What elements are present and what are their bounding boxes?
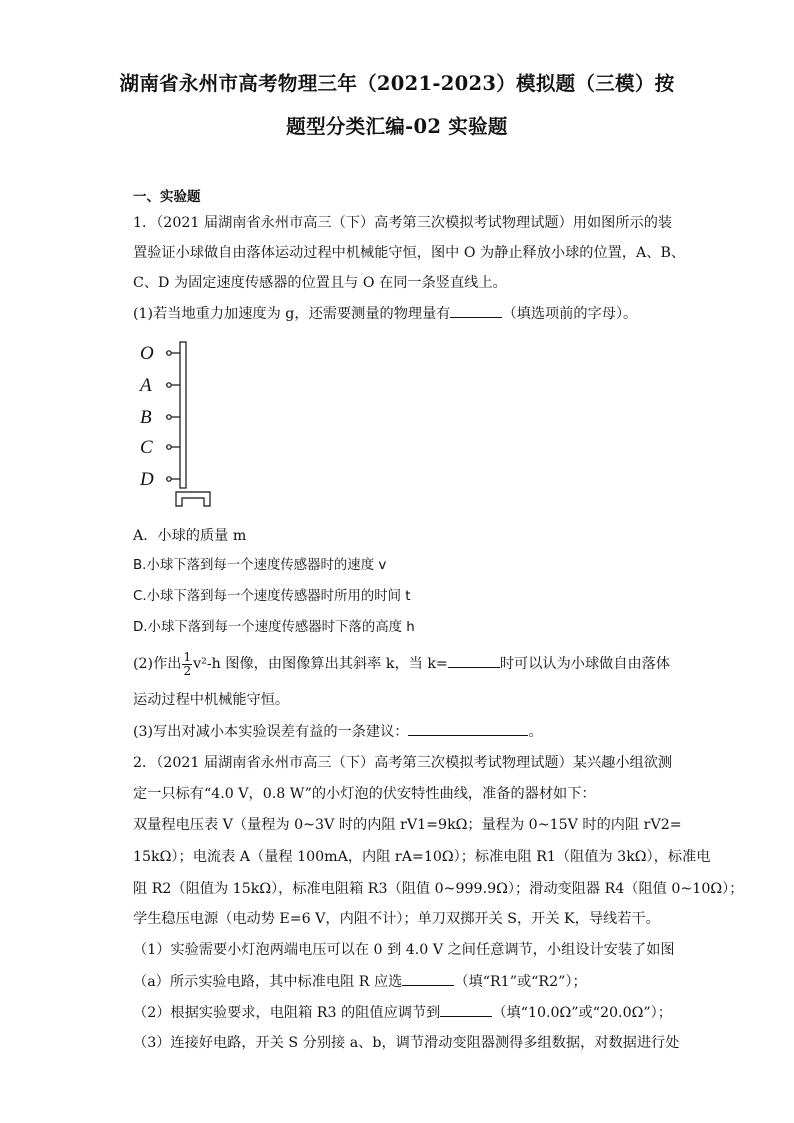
- q2-sub1-text: （a）所示实验电路，其中标准电阻 R 应选: [133, 974, 403, 990]
- q1-part2-tail: 时可以认为小球做自由落体: [499, 656, 671, 672]
- q2-stem-line3: 双量程电压表 V（量程为 0~3V 时的内阻 rV1=9kΩ；量程为 0~15V 时的内阻 rV2=: [133, 817, 682, 833]
- q1-part2: [133, 650, 670, 678]
- fig-label-c: C: [140, 437, 153, 458]
- fig-label-b: B: [140, 407, 152, 428]
- q1-option-a: A．小球的质量 m: [133, 528, 247, 544]
- sensor-c-icon: [167, 445, 171, 449]
- q1-part2-blank[interactable]: [448, 653, 500, 668]
- fraction-denominator: 2: [183, 663, 192, 678]
- fig-label-a: A: [140, 375, 152, 396]
- half-fraction: [182, 651, 192, 678]
- page-title-line2: 题型分类汇编-02 实验题: [286, 115, 508, 138]
- q2-sub2: [133, 1002, 672, 1023]
- q1-part3-text: (3)写出对减小本实验误差有益的一条建议：: [133, 724, 409, 740]
- q1-part2-pre: (2)作出: [133, 656, 182, 672]
- q2-sub2-text: （2）根据实验要求，电阻箱 R3 的阻值应调节到: [133, 1005, 441, 1021]
- q1-part1-text: (1)若当地重力加速度为 g，还需要测量的物理量有: [133, 306, 451, 322]
- q2-stem-line5: 阻 R2（阻值为 15kΩ），标准电阻箱 R3（阻值 0~999.9Ω）；滑动变阻器 R4（阻值 0~10Ω）；: [133, 881, 744, 897]
- fraction-numerator: 1: [183, 649, 192, 664]
- q1-part2-line2: 运动过程中机械能守恒。: [133, 692, 290, 708]
- q1-option-c: C.小球下落到每一个速度传感器时所用的时间 t: [133, 589, 411, 604]
- q2-sub1-line2: [133, 971, 587, 992]
- q1-part3-tail: 。: [528, 724, 543, 740]
- q1-stem-line1: 1．（2021 届湖南省永州市高三（下）高考第三次模拟考试物理试题）用如图所示的装: [133, 215, 673, 231]
- q1-part3: [133, 721, 543, 742]
- apparatus-figure: [136, 336, 226, 512]
- sensor-a-icon: [167, 383, 171, 387]
- vertical-rod: [180, 342, 186, 488]
- fig-label-o: O: [140, 343, 154, 364]
- fig-label-d: D: [140, 469, 154, 490]
- q2-stem-line6: 学生稳压电源（电动势 E=6 V，内阻不计）；单刀双掷开关 S，开关 K，导线若干。: [133, 911, 660, 927]
- q1-part1-blank[interactable]: [450, 303, 502, 318]
- q2-sub2-tail: （填“10.0Ω”或“20.0Ω”）；: [492, 1005, 672, 1021]
- sensor-b-icon: [167, 415, 171, 419]
- q2-sub1-line1: （1）实验需要小灯泡两端电压可以在 0 到 4.0 V 之间任意调节，小组设计安装了如图: [133, 942, 675, 958]
- q2-stem-line2: 定一只标有“4.0 V，0.8 W”的小灯泡的伏安特性曲线，准备的器材如下：: [133, 786, 596, 802]
- q2-stem-line1: 2．（2021 届湖南省永州市高三（下）高考第三次模拟考试物理试题）某兴趣小组欲测: [133, 755, 673, 771]
- q1-part3-blank[interactable]: [408, 721, 528, 736]
- section-heading: 一、实验题: [133, 189, 201, 205]
- q1-option-b: B.小球下落到每一个速度传感器时的速度 v: [133, 558, 387, 573]
- page-title-line1: 湖南省永州市高考物理三年（2021-2023）模拟题（三模）按: [119, 72, 675, 95]
- q1-stem-line2: 置验证小球做自由落体运动过程中机械能守恒，图中 O 为静止释放小球的位置，A、B、: [133, 245, 686, 261]
- sensor-o-icon: [167, 351, 171, 355]
- q2-stem-line4: 15kΩ）；电流表 A（量程 100mA，内阻 rA=10Ω）；标准电阻 R1（阻值为 3kΩ），标准电: [133, 849, 711, 865]
- q2-sub1-blank[interactable]: [402, 971, 454, 986]
- sensor-d-icon: [167, 477, 171, 481]
- q1-part1-tail: （填选项前的字母）。: [502, 306, 638, 322]
- q1-part1: [133, 303, 637, 324]
- q2-sub1-tail: （填“R1”或“R2”）；: [454, 974, 587, 990]
- q1-part2-mid: v²-h 图像，由图像算出其斜率 k，当 k=: [193, 656, 448, 672]
- q1-stem-line3: C、D 为固定速度传感器的位置且与 O 在同一条竖直线上。: [133, 275, 507, 291]
- q2-sub3: （3）连接好电路，开关 S 分别接 a、b，调节滑动变阻器测得多组数据，对数据进行处: [133, 1035, 680, 1051]
- q2-sub2-blank[interactable]: [440, 1002, 492, 1017]
- q1-option-d: D.小球下落到每一个速度传感器时下落的高度 h: [133, 620, 415, 635]
- base-stand: [176, 492, 210, 506]
